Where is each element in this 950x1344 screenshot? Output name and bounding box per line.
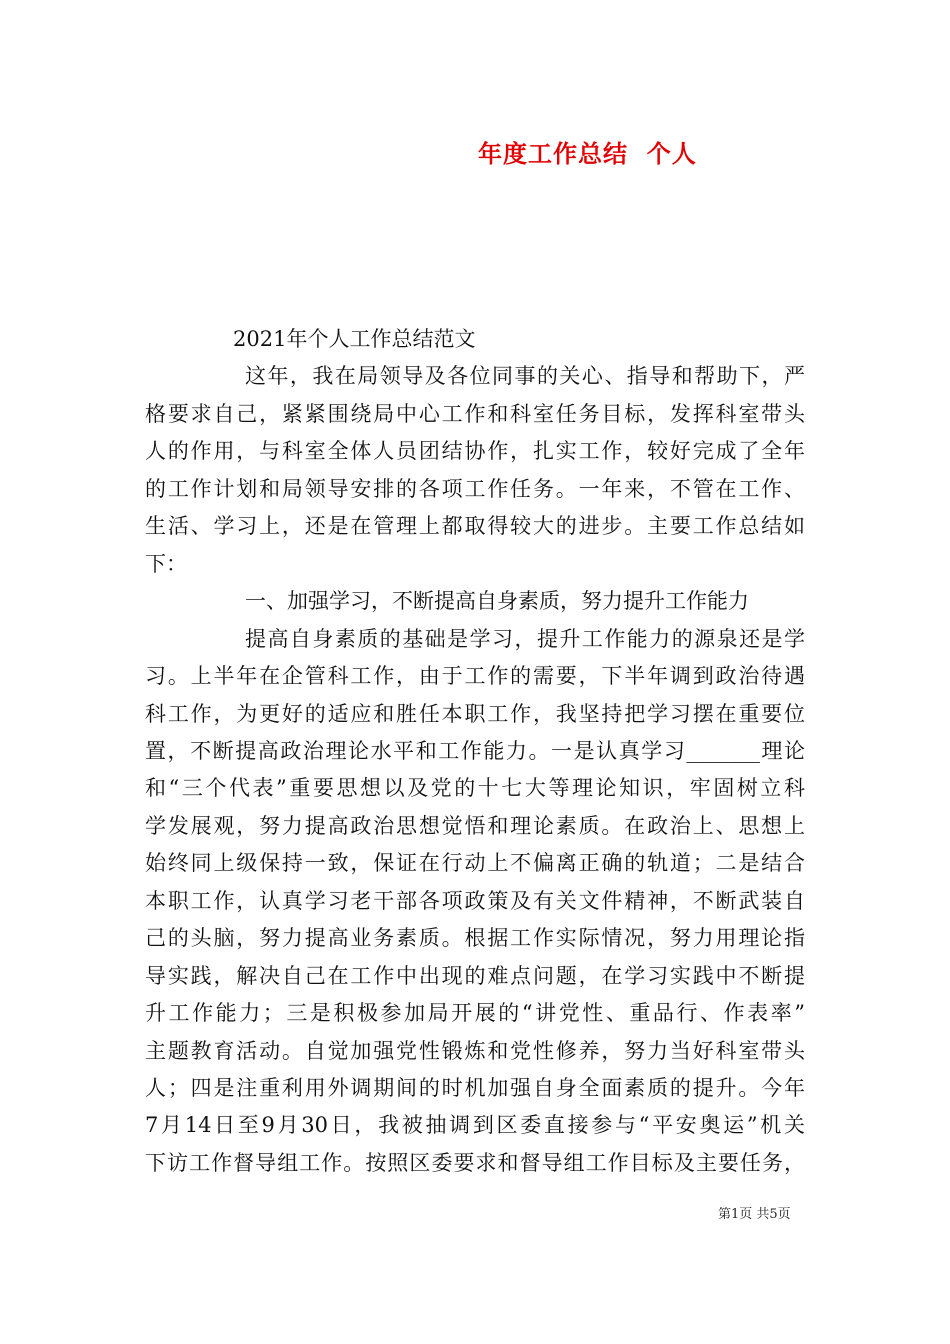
text-line: 科工作，为更好的适应和胜任本职工作，我坚持把学习摆在重要位 <box>145 701 805 726</box>
text-line: 的工作计划和局领导安排的各项工作任务。一年来，不管在工作、 <box>145 476 805 501</box>
text-line: 这年，我在局领导及各位同事的关心、指导和帮助下，严 <box>245 364 805 389</box>
text-line: 生活、学习上，还是在管理上都取得较大的进步。主要工作总结如 <box>145 514 805 539</box>
text-line: 置，不断提高政治理论水平和工作能力。一是认真学习_______理论 <box>145 738 805 763</box>
text-line: 人；四是注重利用外调期间的时机加强自身全面素质的提升。今年 <box>145 1076 805 1100</box>
text-line: 下： <box>145 551 187 576</box>
text-line: 和“三个代表”重要思想以及党的十七大等理论知识，牢固树立科 <box>145 776 805 801</box>
text-line: 2021年个人工作总结范文 <box>233 327 476 351</box>
text-line: 提高自身素质的基础是学习，提升工作能力的源泉还是学 <box>245 626 805 651</box>
text-line: 主题教育活动。自觉加强党性锻炼和党性修养，努力当好科室带头 <box>145 1038 805 1063</box>
text-line: 始终同上级保持一致，保证在行动上不偏离正确的轨道；二是结合 <box>145 851 805 876</box>
text-line: 一、加强学习，不断提高自身素质，努力提升工作能力 <box>245 589 749 614</box>
text-line: 下访工作督导组工作。按照区委要求和督导组工作目标及主要任务， <box>145 1150 805 1175</box>
text-line: 格要求自己，紧紧围绕局中心工作和科室任务目标，发挥科室带头 <box>145 401 805 426</box>
text-line: 己的头脑，努力提高业务素质。根据工作实际情况，努力用理论指 <box>145 926 805 951</box>
text-line: 人的作用，与科室全体人员团结协作，扎实工作，较好完成了全年 <box>145 439 805 464</box>
text-line: 本职工作，认真学习老干部各项政策及有关文件精神，不断武装自 <box>145 888 805 913</box>
document-title: 年度工作总结 个人 <box>478 139 697 168</box>
text-line: 习。上半年在企管科工作，由于工作的需要，下半年调到政治待遇 <box>145 664 805 689</box>
page-number: 第1页 共5页 <box>718 1207 791 1222</box>
text-line: 升工作能力；三是积极参加局开展的“讲党性、重品行、作表率” <box>145 1001 805 1026</box>
text-line: 学发展观，努力提高政治思想觉悟和理论素质。在政治上、思想上 <box>145 813 805 838</box>
text-line: 7月14日至9月30日，我被抽调到区委直接参与“平安奥运”机关 <box>145 1113 805 1138</box>
text-line: 导实践，解决自己在工作中出现的难点问题，在学习实践中不断提 <box>145 963 805 988</box>
